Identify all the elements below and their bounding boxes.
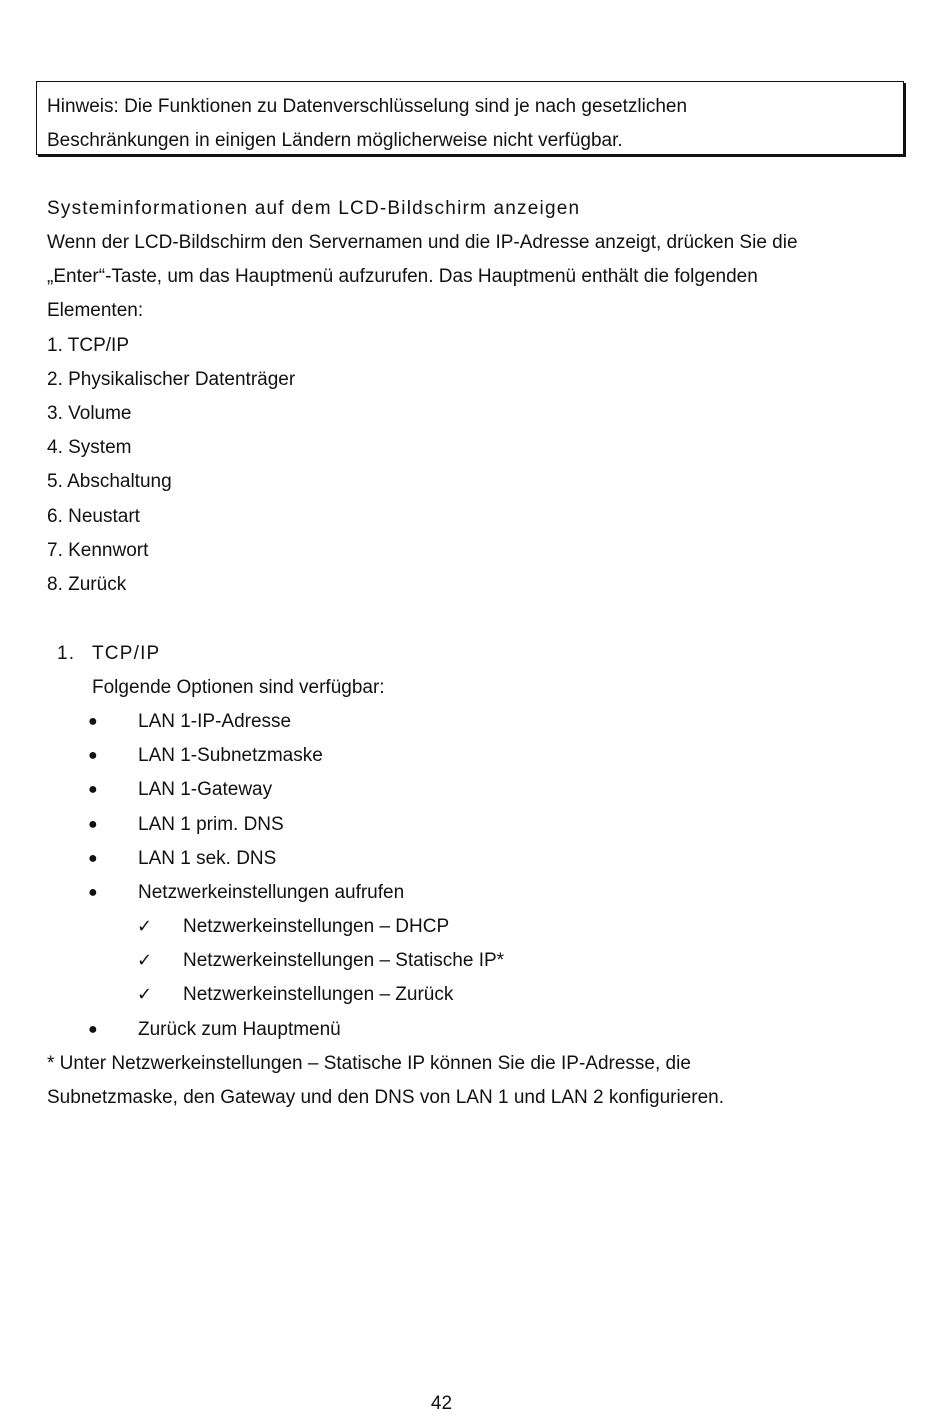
page-number: 42 [430,1393,453,1414]
bullet-icon: ● [88,781,98,798]
bullet-icon: ● [88,1021,98,1038]
footnote-line: * Unter Netzwerkeinstellungen – Statische IP können Sie die IP-Adresse, die [47,1053,691,1074]
footnote-line: Subnetzmaske, den Gateway und den DNS von LAN 1 und LAN 2 konfigurieren. [47,1087,725,1108]
option-item: LAN 1-IP-Adresse [138,711,292,732]
option-item: Zurück zum Hauptmenü [138,1019,341,1040]
intro-line: „Enter“-Taste, um das Hauptmenü aufzurufen. Das Hauptmenü enthält die folgenden [47,266,758,287]
notice-line-2: Beschränkungen in einigen Ländern möglicherweise nicht verfügbar. [47,130,623,151]
menu-item: 4. System [47,437,132,458]
menu-item: 7. Kennwort [47,540,149,561]
option-item: Netzwerkeinstellungen aufrufen [138,882,405,903]
option-item: LAN 1 sek. DNS [138,848,277,869]
notice-box [36,81,904,155]
sub-option-item: Netzwerkeinstellungen – Statische IP* [183,950,505,971]
sub-option-item: Netzwerkeinstellungen – Zurück [183,984,454,1005]
checkmark-icon: ✓ [137,916,153,937]
notice-line-1: Hinweis: Die Funktionen zu Datenverschlüsselung sind je nach gesetzlichen [47,96,688,117]
option-item: LAN 1-Gateway [138,779,273,800]
menu-item: 5. Abschaltung [47,471,172,492]
menu-item: 8. Zurück [47,574,127,595]
menu-item: 3. Volume [47,403,132,424]
tcpip-intro: Folgende Optionen sind verfügbar: [92,677,385,698]
tcpip-number: 1. [57,643,76,664]
intro-line: Elementen: [47,300,144,321]
intro-line: Wenn der LCD-Bildschirm den Servernamen und die IP-Adresse anzeigt, drücken Sie die [47,232,798,253]
bullet-icon: ● [88,816,98,833]
checkmark-icon: ✓ [137,984,153,1005]
tcpip-title: TCP/IP [92,643,161,664]
menu-item: 2. Physikalischer Datenträger [47,369,296,390]
menu-item: 6. Neustart [47,506,140,527]
section-heading: Systeminformationen auf dem LCD-Bildschirm anzeigen [47,198,581,219]
bullet-icon: ● [88,850,98,867]
bullet-icon: ● [88,884,98,901]
bullet-icon: ● [88,713,98,730]
checkmark-icon: ✓ [137,950,153,971]
option-item: LAN 1-Subnetzmaske [138,745,323,766]
menu-item: 1. TCP/IP [47,335,130,356]
bullet-icon: ● [88,747,98,764]
sub-option-item: Netzwerkeinstellungen – DHCP [183,916,450,937]
option-item: LAN 1 prim. DNS [138,814,284,835]
